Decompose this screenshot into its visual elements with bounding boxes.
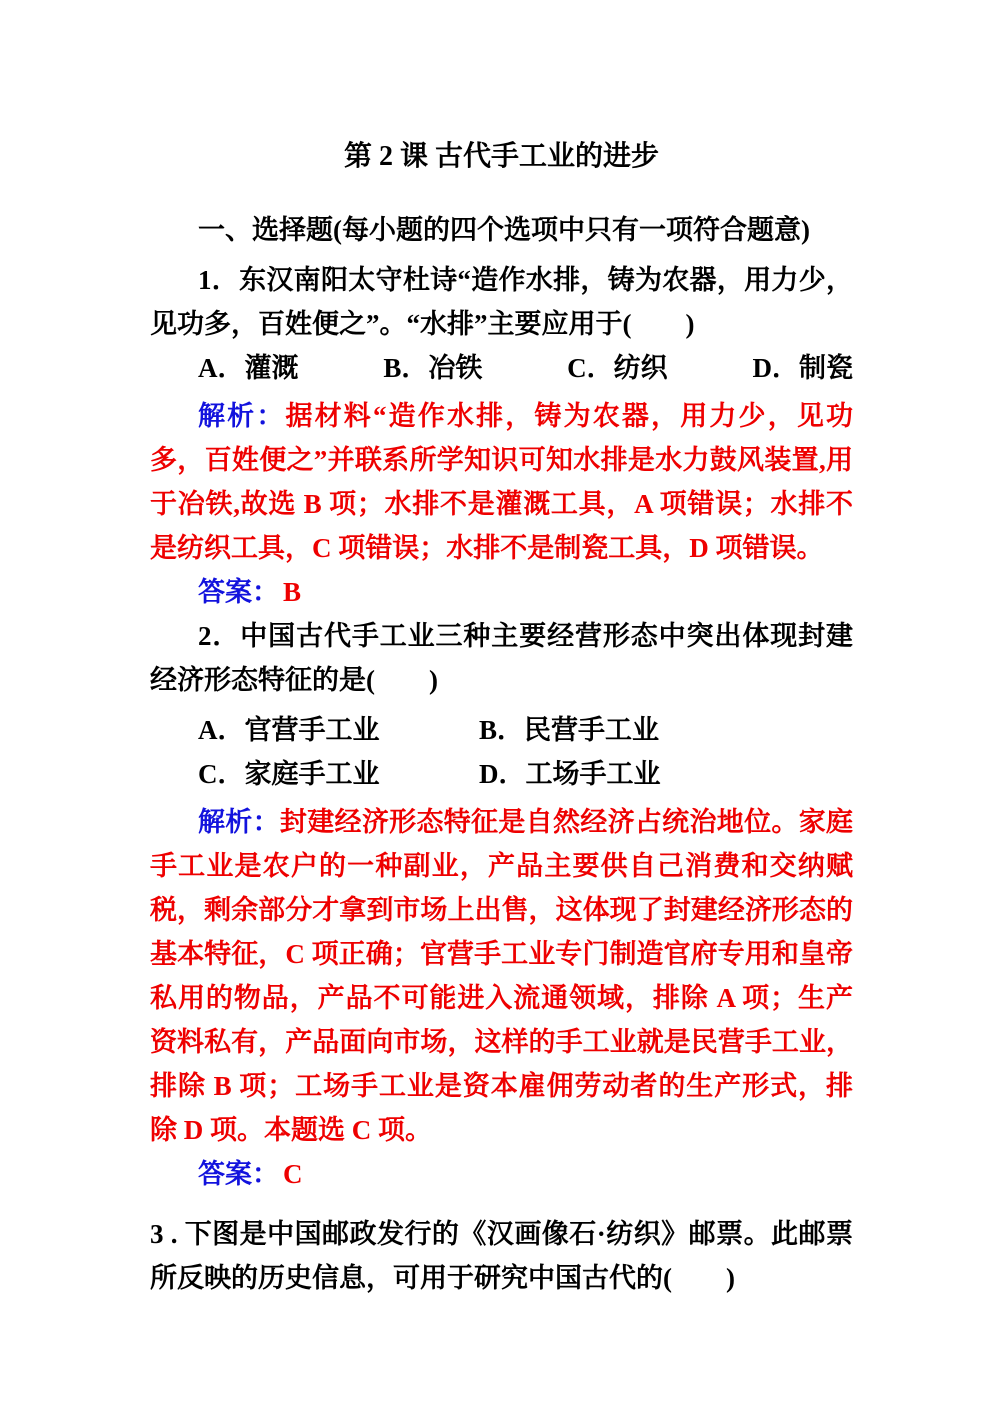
option-b: B．冶铁 [383, 353, 483, 383]
analysis-label: 解析： [198, 401, 286, 431]
option-d: D．工场手工业 [479, 759, 661, 789]
question-1-options [198, 346, 853, 390]
question-2-answer [198, 1152, 853, 1196]
answer-label: 答案： [198, 1159, 279, 1189]
options-row-2 [198, 752, 853, 796]
options-row-1 [198, 708, 853, 752]
answer-letter: C [283, 1159, 303, 1189]
question-1 [150, 258, 853, 614]
answer-letter: B [283, 577, 302, 607]
answer-label: 答案： [198, 577, 279, 607]
question-3 [150, 1212, 853, 1300]
question-1-stem: 1．东汉南阳太守杜诗“造作水排，铸为农器，用力少，见功多，百姓便之”。“水排”主要应用于( ) [150, 265, 853, 339]
analysis-text: 封建经济形态特征是自然经济占统治地位。家庭手工业是农户的一种副业，产品主要供自己消费和交纳赋税，剩余部分才拿到市场上出售，这体现了封建经济形态的基本特征，C 项正确；官营手工业专门制造官府专用和皇帝私用的物品，产品不可能进入流通领域，排除 A 项；生产资料私有，产品面向市场，这样的手工业就是民营手工业，排除 B 项；工场手工业是资本雇佣劳动者的生产形式，排除 D 项。本题选 C 项。 [150, 807, 854, 1145]
question-2-analysis [150, 800, 853, 1152]
question-2-stem: 2．中国古代手工业三种主要经营形态中突出体现封建经济形态特征的是( ) [150, 621, 853, 695]
section-heading: 一、选择题(每小题的四个选项中只有一项符合题意) [198, 215, 810, 245]
analysis-label: 解析： [198, 807, 280, 837]
question-2 [150, 614, 853, 1196]
question-1-answer [198, 570, 853, 614]
analysis-text: 据材料“造作水排，铸为农器，用力少，见功多，百姓便之”并联系所学知识可知水排是水力鼓风装置,用于冶铁,故选 B 项；水排不是灌溉工具，A 项错误；水排不是纺织工具，C 项错误；水排不是制瓷工具，D 项错误。 [150, 401, 854, 563]
option-b: B．民营手工业 [479, 715, 660, 745]
question-1-analysis [150, 394, 853, 570]
page-title: 第 2 课 古代手工业的进步 [343, 141, 659, 172]
option-c: C．家庭手工业 [198, 759, 380, 789]
option-d: D．制瓷 [752, 353, 853, 383]
option-a: A．官营手工业 [198, 715, 380, 745]
option-c: C．纺织 [567, 353, 668, 383]
option-a: A．灌溉 [198, 353, 299, 383]
question-2-options [198, 708, 853, 796]
question-3-stem: 3 . 下图是中国邮政发行的《汉画像石·纺织》邮票。此邮票所反映的历史信息，可用于研究中国古代的( ) [150, 1219, 853, 1293]
